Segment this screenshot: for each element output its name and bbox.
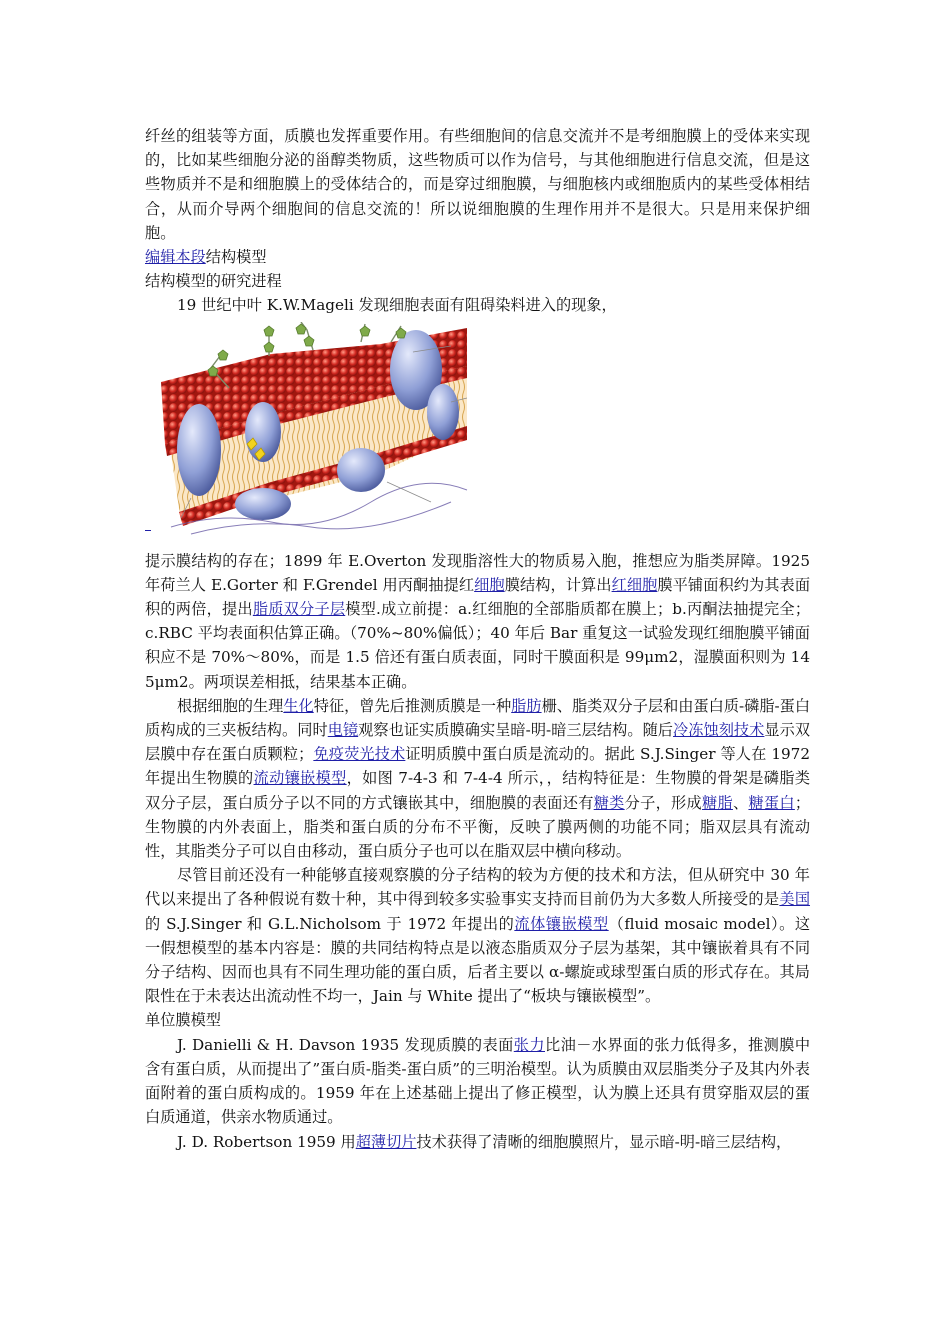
inline-link[interactable]: 红细胞 [611, 575, 658, 594]
paragraph-signaling: 纤丝的组装等方面，质膜也发挥重要作用。有些细胞间的信息交流并不是考细胞膜上的受体来实现的，比如某些细胞分泌的甾醇类物质，这些物质可以作为信号，与其他细胞进行信息交流，但是这些物质并不是和细胞膜上的受体结合的，而是穿过细胞膜，与细胞核内或细胞质内的某些受体相结合，从而介导两个细胞间的信息交流的！所以说细胞膜的生理作用并不是很大。只是用来保护细胞。 [145, 127, 810, 242]
section-heading-line [145, 245, 810, 269]
text-run: （fluid mosaic model）。这一假想模型的基本内容是：膜的共同结构特点是以液态脂质双分子层为基架，其中镶嵌着具有不同分子结构、因而也具有不同生理功能的蛋白质，后者主要以 α-螺旋或球型蛋白质的形式存在。其局限性在于未表达出流动性不均一，Jain 与 White 提出了“板块与镶嵌模型”。 [145, 914, 811, 1006]
text-run: 膜结构，计算出 [504, 575, 612, 594]
text-run: ；生物膜的内外表面上，脂类和蛋白质的分布不平衡，反映了膜两侧的功能不同；脂双层具有流动性，其脂类分子可以自由移动，蛋白质分子也可以在脂双层中横向移动。 [145, 793, 811, 861]
peripheral-protein [235, 488, 291, 520]
text-run: 观察也证实质膜确实呈暗-明-暗三层结构。随后 [358, 721, 674, 740]
text-run: 的 S.J.Singer 和 G.L.Nicholsom 于 1972 年提出的 [145, 914, 515, 933]
text-run: 、 [732, 793, 749, 812]
text-run: 特征，曾先后推测质膜是一种 [313, 696, 512, 715]
subheading-unit-membrane: 单位膜模型 [145, 1011, 221, 1030]
inline-link[interactable]: 美国 [779, 890, 811, 909]
inline-link[interactable]: 糖脂 [702, 793, 733, 812]
inline-link[interactable]: 免疫荧光技术 [313, 745, 406, 764]
inline-link[interactable]: 细胞 [474, 575, 505, 594]
edit-section-link[interactable]: 编辑本段 [145, 248, 206, 267]
document-page [145, 124, 810, 1154]
paragraph-overton [145, 549, 810, 694]
text-run: J. D. Robertson 1959 用 [177, 1132, 356, 1151]
inline-link[interactable]: 冷冻蚀刻技术 [673, 721, 765, 740]
inline-link[interactable]: 糖类 [593, 793, 625, 812]
inline-link[interactable]: 电镜 [327, 721, 359, 740]
paragraph-robertson [145, 1130, 810, 1154]
text-run: 提示膜结构的存在；1899 年 E.Overton 发现脂溶性大的物质易入胞，推想应为脂类屏障。1925 年荷兰人 E.Gorter 和 F.Grendel 用丙酮抽提红 [145, 551, 810, 594]
integral-protein [427, 384, 459, 440]
paragraph-mageli: 19 世纪中叶 K.W.Mageli 发现细胞表面有阻碍染料进入的现象， [177, 296, 617, 315]
peripheral-protein [337, 448, 385, 492]
text-run: 分子，形成 [624, 793, 702, 812]
inline-link[interactable]: 流动镶嵌模型 [253, 769, 347, 788]
integral-protein [177, 404, 221, 496]
inline-link[interactable]: 脂质双分子层 [252, 600, 346, 619]
text-run: 技术获得了清晰的细胞膜照片，显示暗-明-暗三层结构， [416, 1132, 792, 1151]
subheading-research: 结构模型的研究进程 [145, 272, 282, 291]
text-run: 显示双层膜中存在蛋白质颗粒； [145, 721, 811, 764]
paragraph-fluid-mosaic [145, 863, 810, 1008]
text-run: 膜平铺面积约为其表面积的两倍，提出 [145, 575, 811, 619]
inline-link[interactable]: 超薄切片 [355, 1132, 417, 1151]
inline-link[interactable]: 脂肪 [511, 696, 542, 715]
text-run: 根据细胞的生理 [177, 696, 284, 715]
text-run: 模型.成立前提：a.红细胞的全部脂质都在膜上；b.丙酮法抽提完全；c.RBC 平均表面积估算正确。（70%~80%偏低）；40 年后 Bar 重复这一试验发现红细胞膜平铺面积应不是 70%～80%，而是 1.5 倍还有蛋白质表面，同时干膜面积是 99μm2，湿膜面积则为 145μm2。两项误差相抵，结果基本正确。 [145, 600, 811, 691]
paragraph-singer [145, 694, 810, 863]
membrane-figure [145, 322, 810, 543]
paragraph-danielli [145, 1033, 810, 1130]
inline-link[interactable]: 生化 [283, 696, 314, 715]
text-run: 尽管目前还没有一种能够直接观察膜的分子结构的较为方便的技术和方法，但从研究中 30 年代以来提出了各种假说有数十种，其中得到较多实验事实支持而目前仍为大多数人所接受的是 [145, 866, 810, 909]
inline-link[interactable]: 流体镶嵌模型 [514, 914, 609, 933]
text-run: 证明质膜中蛋白质是流动的。据此 S.J.Singer 等人在 1972 年提出生物膜的 [145, 745, 811, 788]
cell-membrane-illustration [151, 322, 473, 535]
section-heading-structure: 结构模型 [205, 248, 267, 267]
text-run: J. Danielli & H. Davson 1935 发现质膜的表面 [177, 1035, 514, 1054]
inline-link[interactable]: 张力 [513, 1035, 545, 1054]
inline-link[interactable]: 糖蛋白 [748, 793, 795, 812]
text-run: 栅、脂类双分子层和由蛋白质-磷脂-蛋白质构成的三夹板结构。同时 [145, 696, 811, 740]
text-run: ，如图 7-4-3 和 7-4-4 所示，，结构特征是：生物膜的骨架是磷脂类双分子层，蛋白质分子以不同的方式镶嵌其中，细胞膜的表面还有 [145, 769, 811, 812]
text-run: 比油－水界面的张力低得多，推测膜中含有蛋白质，从而提出了”蛋白质-脂类-蛋白质”的三明治模型。认为质膜由双层脂类分子及其内外表面附着的蛋白质构成的。1959 年在上述基础上提出了修正模型，认为膜上还具有贯穿脂双层的蛋白质通道，供亲水物质通过。 [145, 1035, 811, 1127]
